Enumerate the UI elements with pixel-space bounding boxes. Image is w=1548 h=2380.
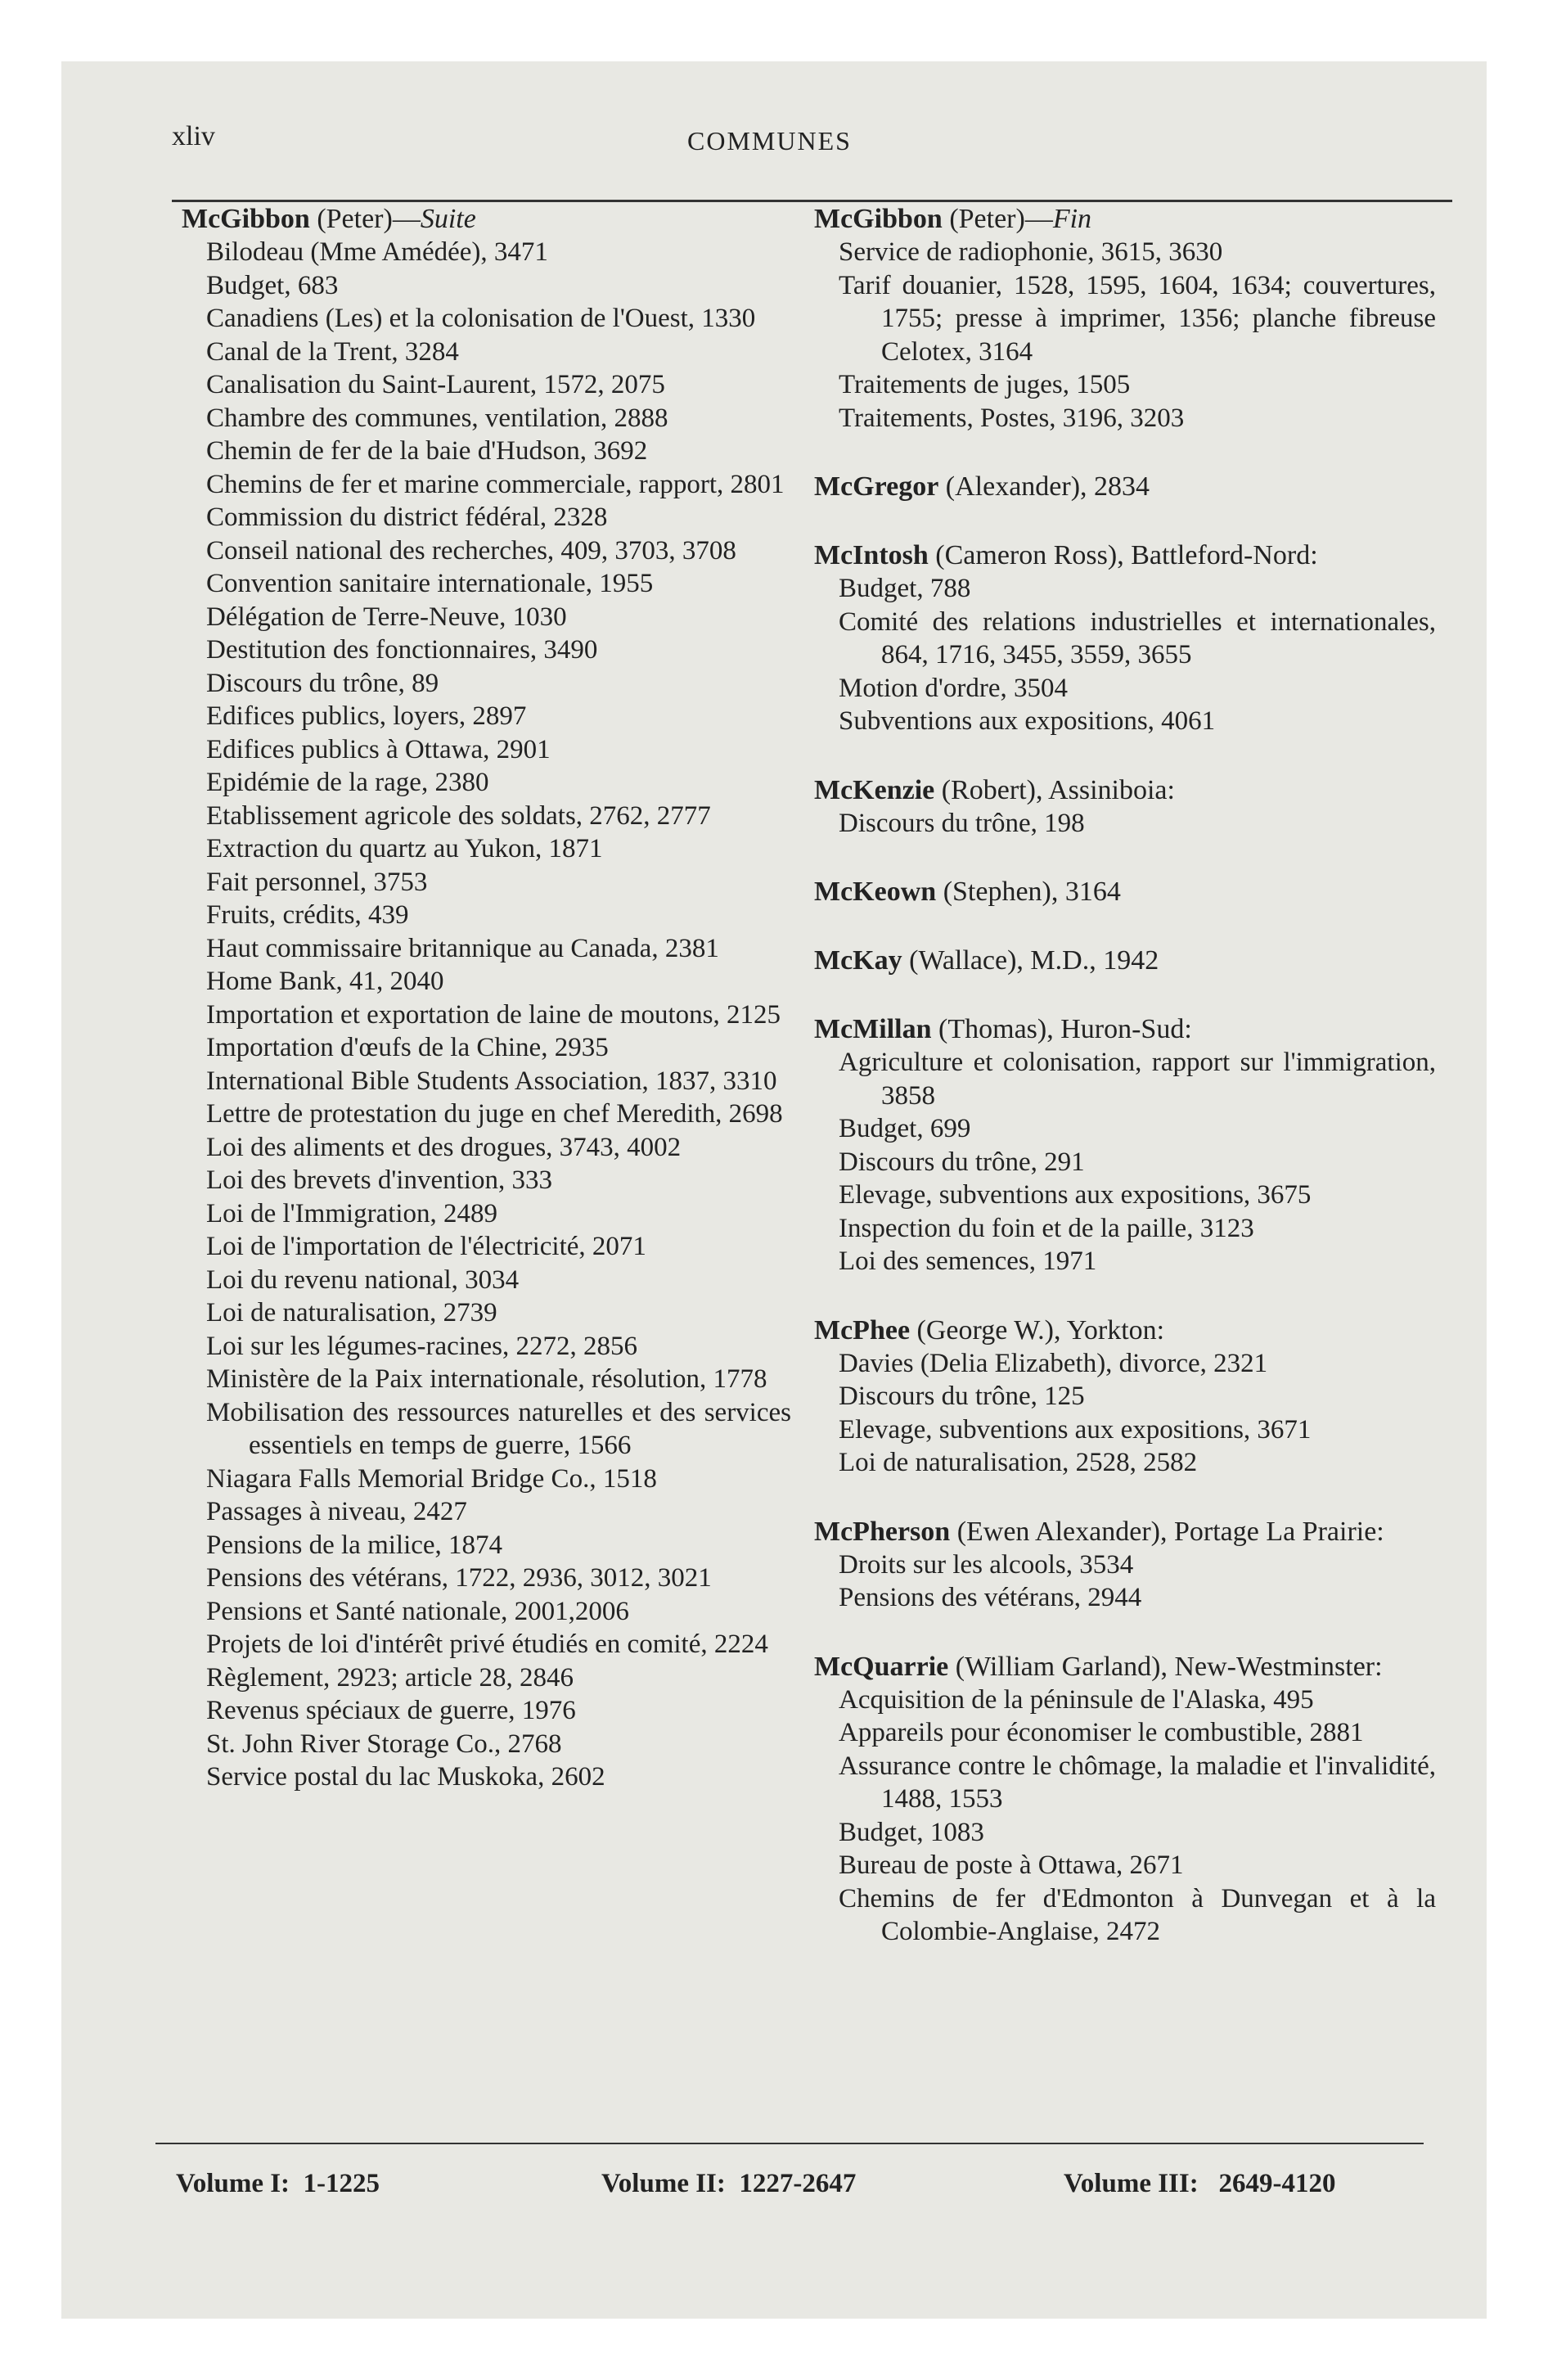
member-name: McPherson (814, 1516, 951, 1547)
subject-entry: Pensions de la milice, 1874 (206, 1530, 503, 1560)
entry-heading (814, 774, 1436, 807)
member-name: McGregor (814, 471, 939, 502)
subject-entry: Mobilisation des ressources naturelles et des services essentiels en temps de guerre, 1566 (206, 1397, 791, 1460)
volume-3 (1064, 2169, 1335, 2199)
subject-entry: Pensions et Santé nationale, 2001,2006 (206, 1596, 629, 1626)
subject-entry: Service de radiophonie, 3615, 3630 (839, 237, 1223, 267)
member-qualifier: (Alexander), 2834 (938, 471, 1150, 502)
volume-1 (176, 2169, 380, 2199)
subject-entry: Loi des brevets d'invention, 333 (206, 1165, 552, 1195)
volume-footer (176, 2169, 1420, 2210)
subject-entry: Motion d'ordre, 3504 (839, 673, 1069, 703)
index-entry (814, 1013, 1436, 1278)
member-qualifier: (Peter)— (309, 204, 421, 234)
member-qualifier: (William Garland), New-Westminster: (948, 1651, 1383, 1682)
subject-entry: St. John River Storage Co., 2768 (206, 1729, 562, 1759)
index-entry (814, 944, 1436, 977)
subject-entry: Elevage, subventions aux expositions, 3675 (839, 1180, 1312, 1210)
entry-heading (814, 471, 1436, 503)
subject-entry: Discours du trône, 291 (839, 1147, 1085, 1177)
left-column (182, 203, 791, 1830)
subject-entry: Pensions des vétérans, 1722, 2936, 3012, 3021 (206, 1563, 712, 1593)
index-entry (814, 539, 1436, 738)
subject-entry: Importation d'œufs de la Chine, 2935 (206, 1033, 609, 1062)
subject-entry: Appareils pour économiser le combustible, 2881 (839, 1718, 1364, 1747)
footer-rule (155, 2143, 1424, 2144)
subject-entry: Budget, 788 (839, 574, 971, 603)
member-name: McMillan (814, 1014, 932, 1044)
member-name: McQuarrie (814, 1651, 949, 1682)
subject-entry: Fait personnel, 3753 (206, 867, 428, 897)
subject-entry: Ministère de la Paix internationale, résolution, 1778 (206, 1364, 767, 1394)
subject-entry: Inspection du foin et de la paille, 3123 (839, 1213, 1254, 1243)
member-name: McGibbon (814, 204, 943, 234)
subject-entry: Elevage, subventions aux expositions, 3671 (839, 1414, 1312, 1445)
subject-entry: Loi de l'importation de l'électricité, 2071 (206, 1232, 646, 1261)
subject-entry: Discours du trône, 89 (206, 668, 439, 698)
subject-entry: Loi des semences, 1971 (839, 1246, 1097, 1276)
entry-heading (814, 876, 1436, 908)
subject-entry: Discours du trône, 125 (839, 1382, 1085, 1411)
subject-entry: Chemins de fer d'Edmonton à Dunvegan et à la Colombie-Anglaise, 2472 (839, 1883, 1436, 1946)
index-entry (814, 1314, 1436, 1480)
member-qualifier: (Thomas), Huron-Sud: (931, 1014, 1192, 1044)
volume-2-range: 1227-2647 (739, 2169, 857, 2198)
entry-heading (814, 1314, 1436, 1347)
member-name: McIntosh (814, 540, 929, 570)
member-qualifier: (Cameron Ross), Battleford-Nord: (928, 540, 1318, 570)
index-entry (814, 876, 1436, 908)
subject-entry: Service postal du lac Muskoka, 2602 (206, 1762, 605, 1792)
volume-2 (601, 2169, 856, 2199)
subject-entry: Assurance contre le chômage, la maladie et l'invalidité, 1488, 1553 (839, 1751, 1436, 1814)
index-entry (814, 471, 1436, 503)
subject-entry: Budget, 699 (839, 1114, 971, 1143)
subject-entry: Epidémie de la rage, 2380 (206, 768, 489, 797)
subject-entry: Loi de naturalisation, 2528, 2582 (839, 1448, 1198, 1477)
member-name: McKenzie (814, 774, 935, 805)
subject-entry: Importation et exportation de laine de moutons, 2125 (206, 999, 781, 1030)
subject-entry: Canal de la Trent, 3284 (206, 336, 459, 367)
subject-entry: Loi des aliments et des drogues, 3743, 4002 (206, 1132, 682, 1162)
continuation-mark: Suite (420, 204, 476, 234)
volume-3-range: 2649-4120 (1218, 2169, 1336, 2198)
subject-entry: Revenus spéciaux de guerre, 1976 (206, 1696, 576, 1725)
subject-entry: Lettre de protestation du juge en chef Meredith, 2698 (206, 1099, 783, 1129)
index-entry (814, 1516, 1436, 1615)
subject-entry: Règlement, 2923; article 28, 2846 (206, 1662, 574, 1693)
volume-1-range: 1-1225 (303, 2169, 380, 2198)
subject-entry: Niagara Falls Memorial Bridge Co., 1518 (206, 1463, 657, 1494)
subject-entry: Chemin de fer de la baie d'Hudson, 3692 (206, 436, 648, 466)
volume-3-label: Volume III: (1064, 2169, 1199, 2198)
subject-entry: Passages à niveau, 2427 (206, 1497, 467, 1526)
entry-heading (814, 1651, 1436, 1684)
subject-entry: Subventions aux expositions, 4061 (839, 706, 1216, 736)
right-column (814, 203, 1436, 1985)
subject-entry: Budget, 683 (206, 270, 339, 300)
index-entry (814, 203, 1436, 435)
page-header (131, 115, 1456, 164)
subject-entry: Acquisition de la péninsule de l'Alaska, 495 (839, 1684, 1314, 1715)
subject-entry: Canadiens (Les) et la colonisation de l'Ouest, 1330 (206, 304, 756, 333)
header-rule (172, 200, 1452, 202)
subject-entry: Loi de naturalisation, 2739 (206, 1298, 497, 1327)
subject-entry: Conseil national des recherches, 409, 3703, 3708 (206, 535, 736, 566)
index-entry (182, 203, 791, 1794)
subject-entry: Commission du district fédéral, 2328 (206, 503, 608, 532)
entry-heading (814, 1013, 1436, 1046)
member-qualifier: (George W.), Yorkton: (910, 1314, 1165, 1346)
subject-entry: Haut commissaire britannique au Canada, 2381 (206, 933, 719, 963)
subject-entry: Convention sanitaire internationale, 1955 (206, 569, 654, 598)
subject-entry: Pensions des vétérans, 2944 (839, 1583, 1142, 1612)
subject-entry: Chambre des communes, ventilation, 2888 (206, 403, 668, 433)
entry-heading (814, 539, 1436, 572)
index-entry (814, 774, 1436, 841)
member-name: McGibbon (182, 204, 310, 234)
subject-entry: Etablissement agricole des soldats, 2762, 2777 (206, 800, 711, 831)
subject-entry: Loi de l'Immigration, 2489 (206, 1198, 498, 1228)
running-head: COMMUNES (687, 126, 852, 156)
page-number: xliv (172, 121, 215, 151)
subject-entry: Chemins de fer et marine commerciale, rapport, 2801 (206, 469, 785, 499)
entry-heading (814, 1516, 1436, 1548)
index-entry (814, 1651, 1436, 1949)
subject-entry: Fruits, crédits, 439 (206, 900, 409, 930)
subject-entry: Discours du trône, 198 (839, 808, 1085, 838)
subject-entry: Agriculture et colonisation, rapport sur l'immigration, 3858 (839, 1048, 1436, 1111)
member-qualifier: (Wallace), M.D., 1942 (902, 945, 1159, 976)
member-name: McKeown (814, 877, 937, 907)
subject-entry: Droits sur les alcools, 3534 (839, 1549, 1134, 1580)
subject-entry: Tarif douanier, 1528, 1595, 1604, 1634; couvertures, 1755; presse à imprimer, 1356; planche fibreuse Celotex, 3164 (839, 270, 1436, 367)
subject-entry: International Bible Students Association, 1837, 3310 (206, 1066, 777, 1096)
subject-entry: Edifices publics, loyers, 2897 (206, 701, 527, 731)
subject-entry: Traitements, Postes, 3196, 3203 (839, 403, 1185, 433)
subject-entry: Home Bank, 41, 2040 (206, 967, 444, 996)
subject-entry: Traitements de juges, 1505 (839, 370, 1131, 399)
subject-entry: Loi du revenu national, 3034 (206, 1264, 520, 1295)
subject-entry: Projets de loi d'intérêt privé étudiés en comité, 2224 (206, 1629, 768, 1659)
subject-entry: Comité des relations industrielles et internationales, 864, 1716, 3455, 3559, 3655 (839, 606, 1436, 669)
subject-entry: Edifices publics à Ottawa, 2901 (206, 734, 551, 764)
volume-2-label: Volume II: (601, 2169, 726, 2198)
subject-entry: Davies (Delia Elizabeth), divorce, 2321 (839, 1348, 1268, 1378)
member-name: McPhee (814, 1314, 911, 1346)
subject-entry: Canalisation du Saint-Laurent, 1572, 2075 (206, 370, 665, 399)
member-qualifier: (Ewen Alexander), Portage La Prairie: (950, 1516, 1384, 1547)
subject-entry: Bureau de poste à Ottawa, 2671 (839, 1850, 1184, 1880)
subject-entry: Extraction du quartz au Yukon, 1871 (206, 834, 603, 863)
member-name: McKay (814, 945, 902, 976)
member-qualifier: (Peter)— (942, 204, 1053, 234)
continuation-mark: Fin (1052, 204, 1092, 234)
entry-heading (814, 203, 1436, 236)
subject-entry: Budget, 1083 (839, 1817, 984, 1847)
member-qualifier: (Robert), Assiniboia: (934, 774, 1175, 805)
entry-heading (182, 203, 791, 236)
volume-1-label: Volume I: (176, 2169, 290, 2198)
subject-entry: Destitution des fonctionnaires, 3490 (206, 635, 598, 665)
entry-heading (814, 944, 1436, 977)
subject-entry: Loi sur les légumes-racines, 2272, 2856 (206, 1331, 637, 1361)
subject-entry: Délégation de Terre-Neuve, 1030 (206, 602, 567, 632)
member-qualifier: (Stephen), 3164 (936, 877, 1121, 907)
subject-entry: Bilodeau (Mme Amédée), 3471 (206, 237, 548, 267)
